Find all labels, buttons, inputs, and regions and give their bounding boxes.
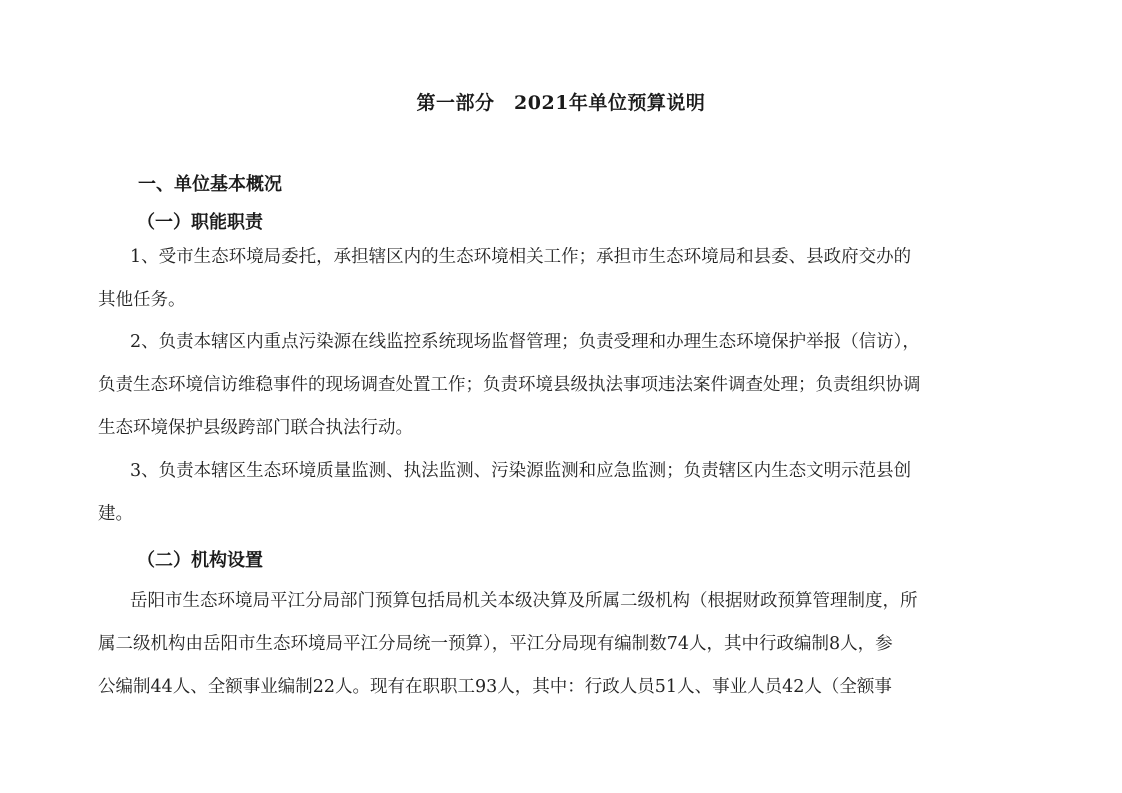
subsection-heading-organization: （二）机构设置	[137, 550, 263, 571]
paragraph-line: 2、负责本辖区内重点污染源在线监控系统现场监督管理；负责受理和办理生态环境保护举报（信访），	[130, 332, 920, 352]
subsection-heading-functions: （一）职能职责	[137, 212, 263, 233]
paragraph-organization	[98, 580, 1026, 709]
paragraph-line: 3、负责本辖区生态环境质量监测、执法监测、污染源监测和应急监测；负责辖区内生态文明示范县创	[130, 461, 912, 481]
paragraph-line: 生态环境保护县级跨部门联合执法行动。	[98, 418, 413, 438]
paragraph-line: 建。	[98, 504, 133, 524]
paragraph-line: 负责生态环境信访维稳事件的现场调查处置工作；负责环境县级执法事项违法案件调查处理；负责组织协调	[98, 375, 921, 395]
paragraph-line: 属二级机构由岳阳市生态环境局平江分局统一预算），平江分局现有编制数74人，其中行政编制8人，参	[98, 634, 893, 654]
paragraph-line: 1、受市生态环境局委托，承担辖区内的生态环境相关工作；承担市生态环境局和县委、县政府交办的	[130, 247, 912, 267]
paragraph-line: 其他任务。	[98, 290, 186, 310]
paragraph-function-2	[98, 321, 1026, 450]
paragraph-function-3	[98, 450, 1026, 536]
paragraph-line: 岳阳市生态环境局平江分局部门预算包括局机关本级决算及所属二级机构（根据财政预算管理制度，所	[130, 591, 918, 611]
paragraph-line: 公编制44人、全额事业编制22人。现有在职职工93人，其中：行政人员51人、事业人员42人（全额事	[98, 677, 892, 697]
paragraph-function-1	[98, 236, 1026, 322]
section-heading-basic-overview: 一、单位基本概况	[138, 174, 282, 195]
page-title: 第一部分 2021年单位预算说明	[416, 92, 706, 114]
